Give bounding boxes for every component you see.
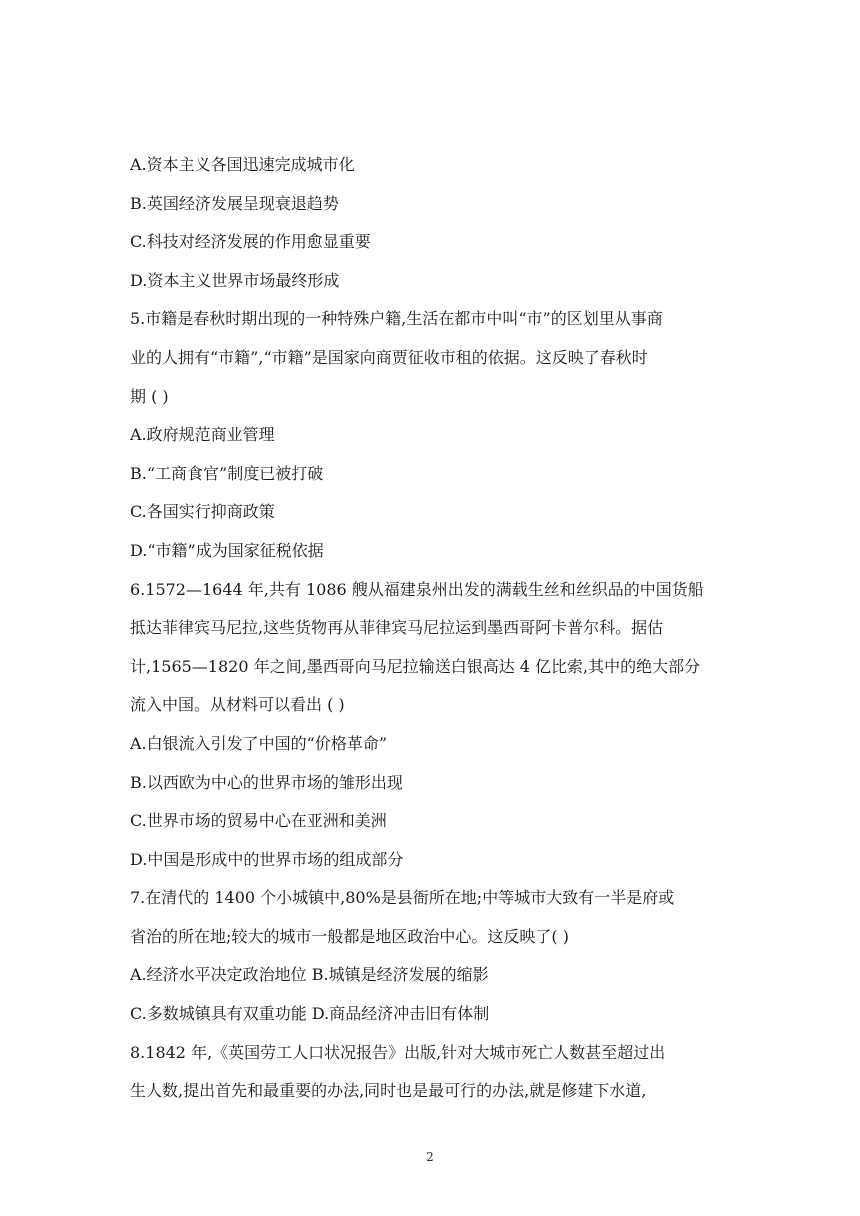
option-4a: A.资本主义各国迅速完成城市化 <box>130 155 355 174</box>
page-number: 2 <box>426 1150 434 1164</box>
options-7cd: C.多数城镇具有双重功能 D.商品经济冲击旧有体制 <box>130 1004 490 1024</box>
question-8-line-2: 生人数,提出首先和最重要的办法,同时也是最可行的办法,就是修建下水道, <box>130 1081 647 1101</box>
question-5-line-2: 业的人拥有“市籍”,“市籍”是国家向商贾征收市租的依据。这反映了春秋时 <box>130 347 648 367</box>
options-7ab: A.经济水平决定政治地位 B.城镇是经济发展的缩影 <box>130 965 489 985</box>
question-5-line-3: 期 ( ) <box>130 386 169 406</box>
question-6-line-2: 抵达菲律宾马尼拉,这些货物再从菲律宾马尼拉运到墨西哥阿卡普尔科。据估 <box>130 618 664 638</box>
option-4b: B.英国经济发展呈现衰退趋势 <box>130 193 339 213</box>
option-5d: D.“市籍”成为国家征税依据 <box>130 540 324 560</box>
question-6-line-4: 流入中国。从材料可以看出 ( ) <box>130 695 345 715</box>
option-4c: C.科技对经济发展的作用愈显重要 <box>130 232 371 252</box>
question-7-line-2: 省治的所在地;较大的城市一般都是地区政治中心。这反映了( ) <box>130 926 569 946</box>
option-5b: B.“工商食官”制度已被打破 <box>130 463 324 483</box>
question-6-line-1: 6.1572—1644 年,共有 1086 艘从福建泉州出发的满载生丝和丝织品的中国货船 <box>130 579 704 599</box>
option-6c: C.世界市场的贸易中心在亚洲和美洲 <box>130 811 387 831</box>
question-6-line-3: 计,1565—1820 年之间,墨西哥向马尼拉输送白银高达 4 亿比索,其中的绝大部分 <box>130 656 701 676</box>
document-body <box>130 146 740 1111</box>
question-7-line-1: 7.在清代的 1400 个小城镇中,80%是县衙所在地;中等城市大致有一半是府或 <box>130 888 675 908</box>
question-8-line-1: 8.1842 年,《英国劳工人口状况报告》出版,针对大城市死亡人数甚至超过出 <box>130 1042 666 1062</box>
option-6a: A.白银流入引发了中国的“价格革命” <box>130 733 388 753</box>
option-6b: B.以西欧为中心的世界市场的雏形出现 <box>130 772 403 792</box>
option-5a: A.政府规范商业管理 <box>130 425 275 445</box>
question-5-line-1: 5.市籍是春秋时期出现的一种特殊户籍,生活在都市中叫“市”的区划里从事商 <box>130 309 663 329</box>
option-5c: C.各国实行抑商政策 <box>130 502 275 522</box>
option-4d: D.资本主义世界市场最终形成 <box>130 270 340 290</box>
option-6d: D.中国是形成中的世界市场的组成部分 <box>130 849 404 869</box>
